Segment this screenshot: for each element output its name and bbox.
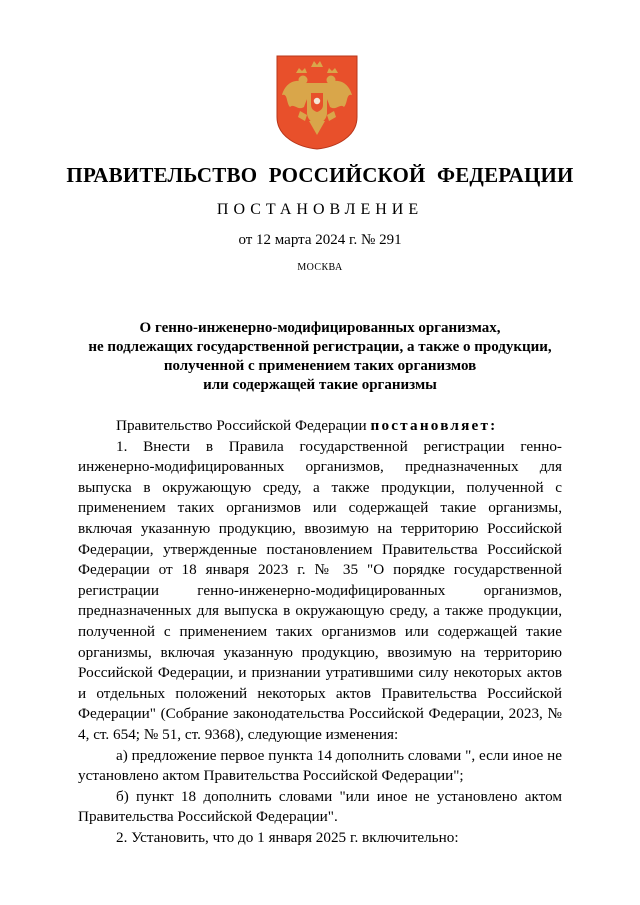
document-body [78, 416, 562, 848]
preamble-text: Правительство Российской Федерации [116, 417, 367, 434]
coat-of-arms-icon [276, 55, 358, 150]
document-city: МОСКВА [297, 262, 343, 273]
subject-line: не подлежащих государственной регистрации, а также о продукции, [88, 339, 552, 355]
paragraph-item-1: 1. Внести в Правила государственной регистрации генно-инженерно-модифицированных организмов, предназначенных для выпуска в окружающую среду, а также продукции, полученной с применением таких организмов или содержащей такие организмы, включая указанную продукцию, ввозимую на территорию Российской Федерации, утвержденные постановлением Правительства Российской Федерации от 18 января 2023 г. № 35 "О порядке государственной регистрации генно-инженерно-модифицированных организмов, предназначенных для выпуска в окружающую среду, а также продукции, полученной с применением таких организмов или содержащей такие организмы, включая указанную продукцию, ввозимую на территорию Российской Федерации, и признании утратившими силу некоторых актов и отдельных положений некоторых актов Правительства Российской Федерации" (Собрание законодательства Российской Федерации, 2023, № 4, ст. 654; № 51, ст. 9368), следующие изменения: [78, 437, 562, 743]
paragraph-item-1b: б) пункт 18 дополнить словами "или иное не установлено актом Правительства Российской Федерации". [78, 787, 562, 826]
subject-line: или содержащей такие организмы [203, 377, 437, 393]
decree-word: постановляет: [370, 417, 498, 434]
paragraph-item-1a: а) предложение первое пункта 14 дополнить словами ", если иное не установлено актом Правительства Российской Федерации"; [78, 746, 562, 785]
preamble-paragraph [78, 416, 562, 437]
subject-line: полученной с применением таких организмов [163, 358, 477, 374]
government-title: ПРАВИТЕЛЬСТВО РОССИЙСКОЙ ФЕДЕРАЦИИ [66, 163, 574, 187]
document-date-number: от 12 марта 2024 г. № 291 [238, 232, 402, 248]
subject-line: О генно-инженерно-модифицированных организмах, [139, 320, 501, 336]
document-subject [40, 319, 600, 395]
paragraph-item-2: 2. Установить, что до 1 января 2025 г. включительно: [116, 828, 459, 846]
document-type: ПОСТАНОВЛЕНИЕ [216, 201, 424, 218]
